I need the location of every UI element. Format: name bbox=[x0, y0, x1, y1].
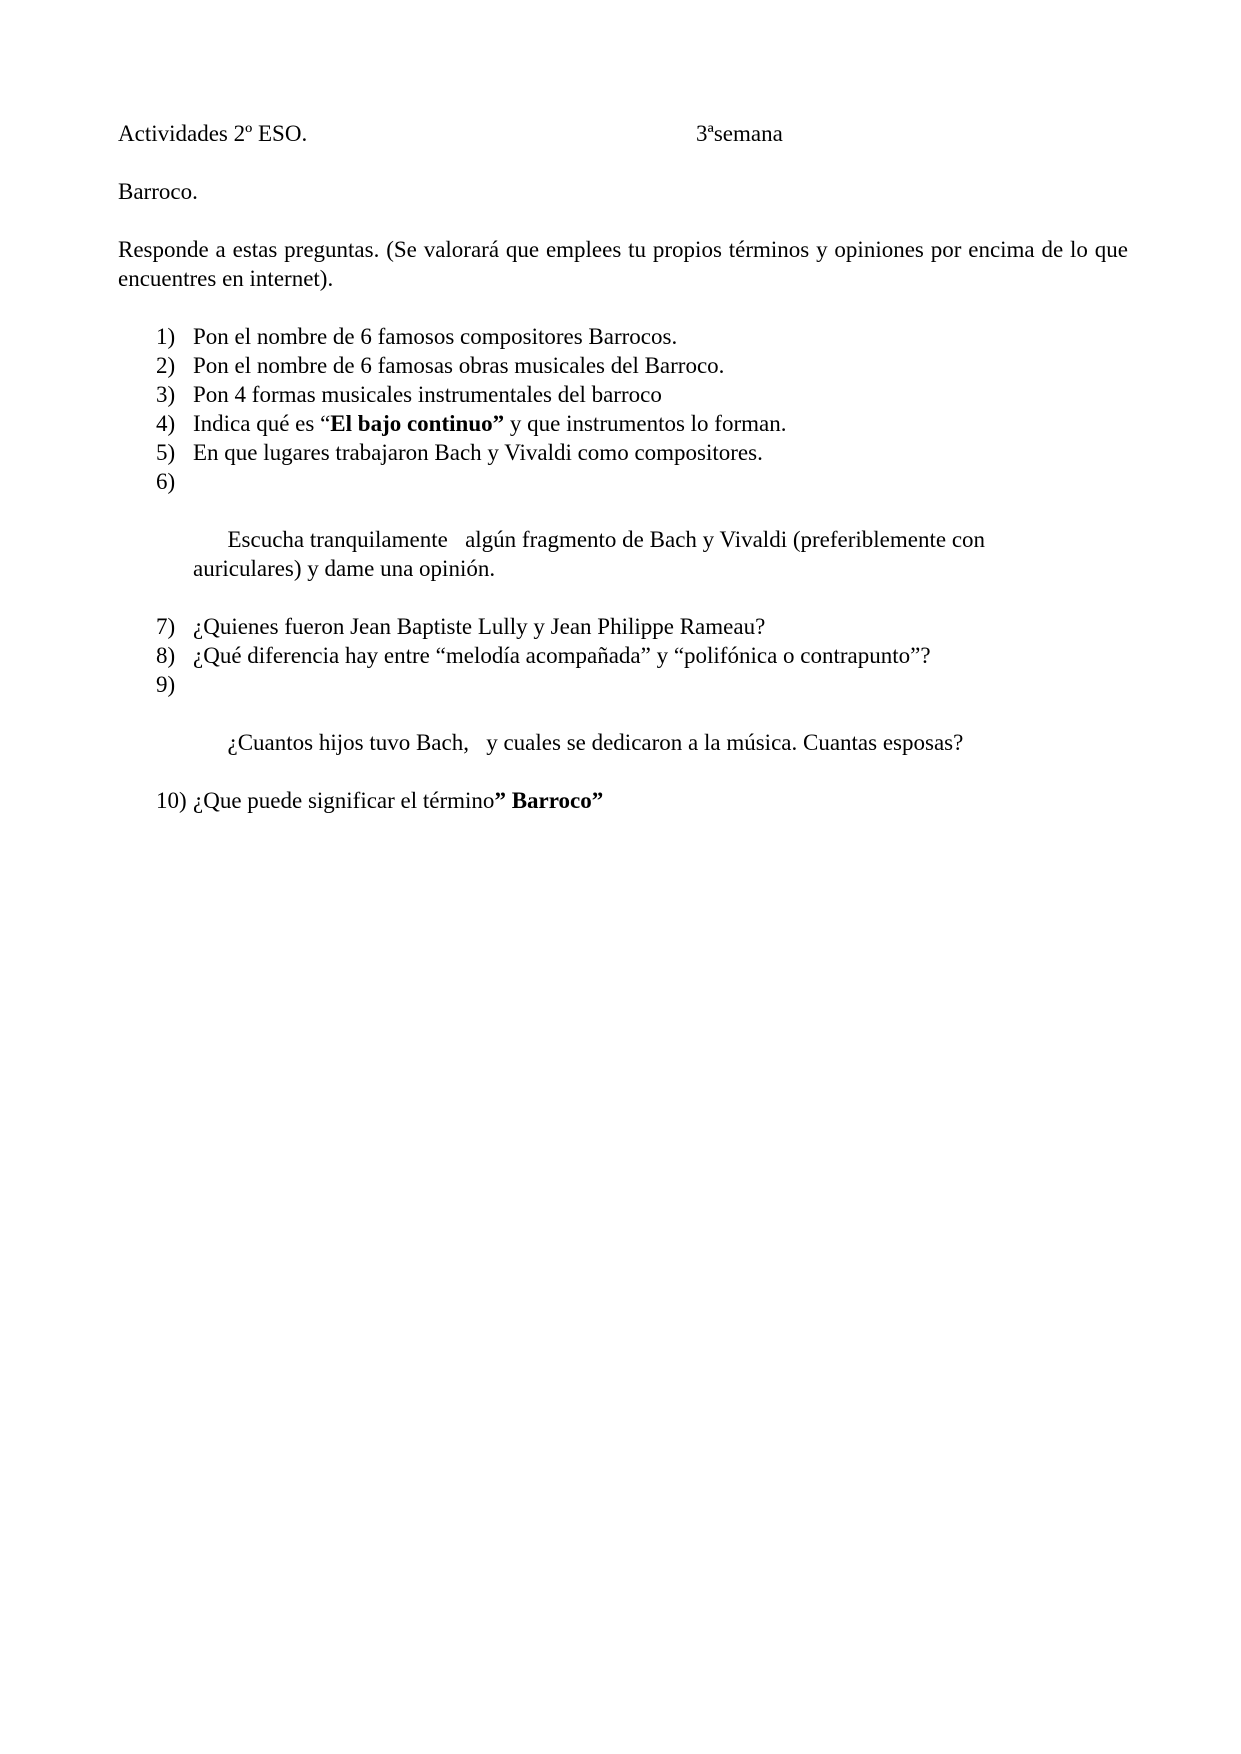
question-text: Pon el nombre de 6 famosas obras musicales del Barroco. bbox=[193, 353, 725, 378]
question-item bbox=[118, 467, 1053, 612]
question-number: 9) bbox=[156, 672, 176, 697]
question-number: 1) bbox=[156, 324, 176, 349]
question-item bbox=[118, 322, 1053, 351]
section-title: Barroco. bbox=[118, 179, 198, 204]
question-number: 5) bbox=[156, 440, 176, 465]
question-text: ¿Cuantos hijos tuvo Bach, y cuales se dedicaron a la música. Cuantas esposas? bbox=[227, 730, 964, 755]
question-number: 8) bbox=[156, 643, 176, 668]
header-week: 3ªsemana bbox=[696, 121, 783, 146]
question-text-bold: ” Barroco” bbox=[494, 788, 604, 813]
question-text: ¿Quienes fueron Jean Baptiste Lully y Jean Philippe Rameau? bbox=[193, 614, 766, 639]
question-item bbox=[118, 612, 1053, 641]
question-item bbox=[118, 641, 1053, 670]
question-item bbox=[118, 409, 1053, 438]
question-number: 3) bbox=[156, 382, 176, 407]
question-text: Escucha tranquilamente algún fragmento de Bach y Vivaldi (preferiblemente con auriculares) y dame una opinión. bbox=[193, 527, 991, 581]
page-header bbox=[118, 119, 1118, 148]
question-item bbox=[118, 380, 1053, 409]
questions-list bbox=[118, 322, 1128, 815]
question-number: 10) bbox=[156, 788, 187, 813]
header-course: Actividades 2º ESO. bbox=[118, 121, 308, 146]
question-number: 6) bbox=[156, 469, 176, 494]
question-text: En que lugares trabajaron Bach y Vivaldi como compositores. bbox=[193, 440, 763, 465]
question-text-pre: Indica qué es “ bbox=[193, 411, 331, 436]
question-text-bold: El bajo continuo” bbox=[330, 411, 505, 436]
question-item bbox=[118, 351, 1053, 380]
question-number: 7) bbox=[156, 614, 176, 639]
instructions-paragraph: Responde a estas preguntas. (Se valorará que emplees tu propios términos y opiniones por encima de lo que encuentres en internet). bbox=[118, 237, 1128, 291]
question-number: 4) bbox=[156, 411, 176, 436]
question-item bbox=[118, 670, 1053, 786]
question-text: Pon 4 formas musicales instrumentales del barroco bbox=[193, 382, 662, 407]
question-item bbox=[118, 786, 1053, 815]
question-number: 2) bbox=[156, 353, 176, 378]
question-text: ¿Qué diferencia hay entre “melodía acompañada” y “polifónica o contrapunto”? bbox=[193, 643, 931, 668]
question-text-post: y que instrumentos lo forman. bbox=[504, 411, 787, 436]
question-item bbox=[118, 438, 1053, 467]
question-text-pre: ¿Que puede significar el término bbox=[193, 788, 495, 813]
question-text: Pon el nombre de 6 famosos compositores Barrocos. bbox=[193, 324, 678, 349]
